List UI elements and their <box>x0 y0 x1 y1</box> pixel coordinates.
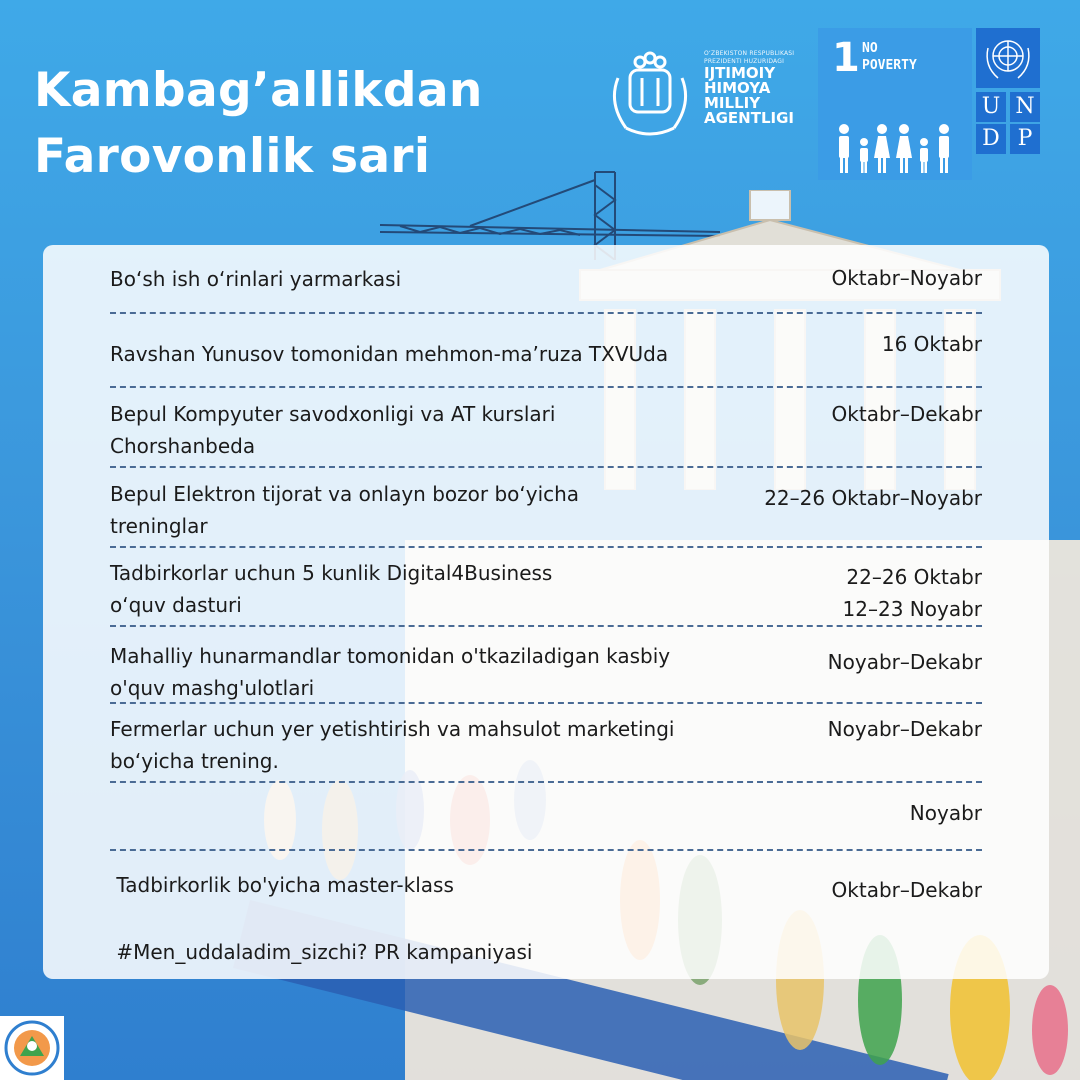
event-name-line: Tadbirkorlar uchun 5 kunlik Digital4Business <box>110 561 553 585</box>
event-date <box>832 874 982 906</box>
event-date-line: 22–26 Oktabr <box>846 565 982 589</box>
event-row <box>110 640 982 704</box>
family-laurel-icon <box>604 48 696 140</box>
event-date-line: Noyabr <box>909 801 982 825</box>
event-name-line: bo‘yicha trening. <box>110 749 279 773</box>
event-row <box>110 262 982 314</box>
event-date-line: Oktabr–Noyabr <box>831 266 982 290</box>
event-name-line: Ravshan Yunusov tomonidan mehmon-ma’ruza TXVUda <box>110 342 669 366</box>
undp-letter-p: P <box>1010 124 1040 154</box>
event-row <box>110 872 982 964</box>
event-date <box>831 262 982 294</box>
event-row <box>110 328 982 388</box>
undp-letter-n: N <box>1010 92 1040 122</box>
page-title <box>34 58 483 190</box>
agency-line-3: MILLIY <box>704 94 761 112</box>
event-name-line: treninglar <box>110 514 208 538</box>
event-date-line: 16 Oktabr <box>881 332 982 356</box>
event-name <box>110 398 750 462</box>
event-name-line: Mahalliy hunarmandlar tomonidan o'tkaziladigan kasbiy <box>110 644 671 668</box>
event-name-line: Fermerlar uchun yer yetishtirish va mahsulot marketingi <box>110 717 675 741</box>
event-date-line: Noyabr–Dekabr <box>827 717 982 741</box>
undp-letter-u: U <box>976 92 1006 122</box>
event-name <box>110 713 800 777</box>
event-date <box>828 713 982 745</box>
event-date-line: Oktabr–Dekabr <box>831 878 982 902</box>
event-row <box>110 557 982 627</box>
event-row <box>110 713 982 783</box>
un-emblem-icon <box>976 28 1040 88</box>
event-row <box>110 398 982 468</box>
event-date <box>828 646 982 678</box>
event-name-line: o‘quv dasturi <box>110 593 242 617</box>
event-name-line: Tadbirkorlik bo'yicha master-klass <box>110 873 454 897</box>
sdg-number: 1 <box>832 35 860 81</box>
event-name <box>110 263 750 295</box>
event-name-line: Bepul Elektron tijorat va onlayn bozor bo‘yicha <box>110 482 580 506</box>
title-line-1: Kambag’allikdan <box>34 63 483 118</box>
agency-logo <box>604 44 810 144</box>
undp-letter-d: D <box>976 124 1006 154</box>
event-name-line: o'quv mashg'ulotlari <box>110 676 315 700</box>
event-date-line: Noyabr–Dekabr <box>827 650 982 674</box>
event-date-line: Oktabr–Dekabr <box>831 402 982 426</box>
event-name-line: Bepul Kompyuter savodxonligi va AT kurslari <box>110 402 556 426</box>
corner-logo <box>0 1016 64 1080</box>
agency-small-line-1: O‘ZBEKISTON RESPUBLIKASI <box>704 50 795 57</box>
family-icon <box>836 124 956 174</box>
agency-name <box>704 50 794 126</box>
event-name <box>110 338 790 370</box>
circular-emblem-icon <box>0 1016 64 1080</box>
event-date-line: 22–26 Oktabr–Noyabr <box>764 486 982 510</box>
event-name <box>110 640 790 704</box>
sdg-label-line-1: NO <box>862 41 878 56</box>
event-date <box>764 482 982 514</box>
event-name <box>110 872 750 1032</box>
title-line-2: Farovonlik sari <box>34 129 431 184</box>
event-name <box>110 557 750 621</box>
event-date <box>832 398 982 430</box>
agency-small-line-2: PREZIDENTI HUZURIDAGI <box>704 58 785 65</box>
event-date <box>843 561 982 625</box>
agency-line-2: HIMOYA <box>704 79 771 97</box>
sdg-label-line-2: POVERTY <box>862 58 917 73</box>
event-name-line: Chorshanbeda <box>110 434 256 458</box>
event-date <box>882 328 982 360</box>
event-name <box>110 478 750 542</box>
event-name-line: Bo‘sh ish o‘rinlari yarmarkasi <box>110 267 402 291</box>
agency-line-1: IJTIMOIY <box>704 64 776 82</box>
event-row <box>110 478 982 548</box>
sdg-badge <box>818 28 972 180</box>
event-date <box>910 797 982 829</box>
undp-logo <box>976 28 1040 154</box>
sdg-label <box>862 40 917 74</box>
event-name-line: #Men_uddaladim_sizchi? PR kampaniyasi <box>110 940 533 964</box>
event-date-line: 12–23 Noyabr <box>842 597 982 621</box>
agency-line-4: AGENTLIGI <box>704 109 794 127</box>
